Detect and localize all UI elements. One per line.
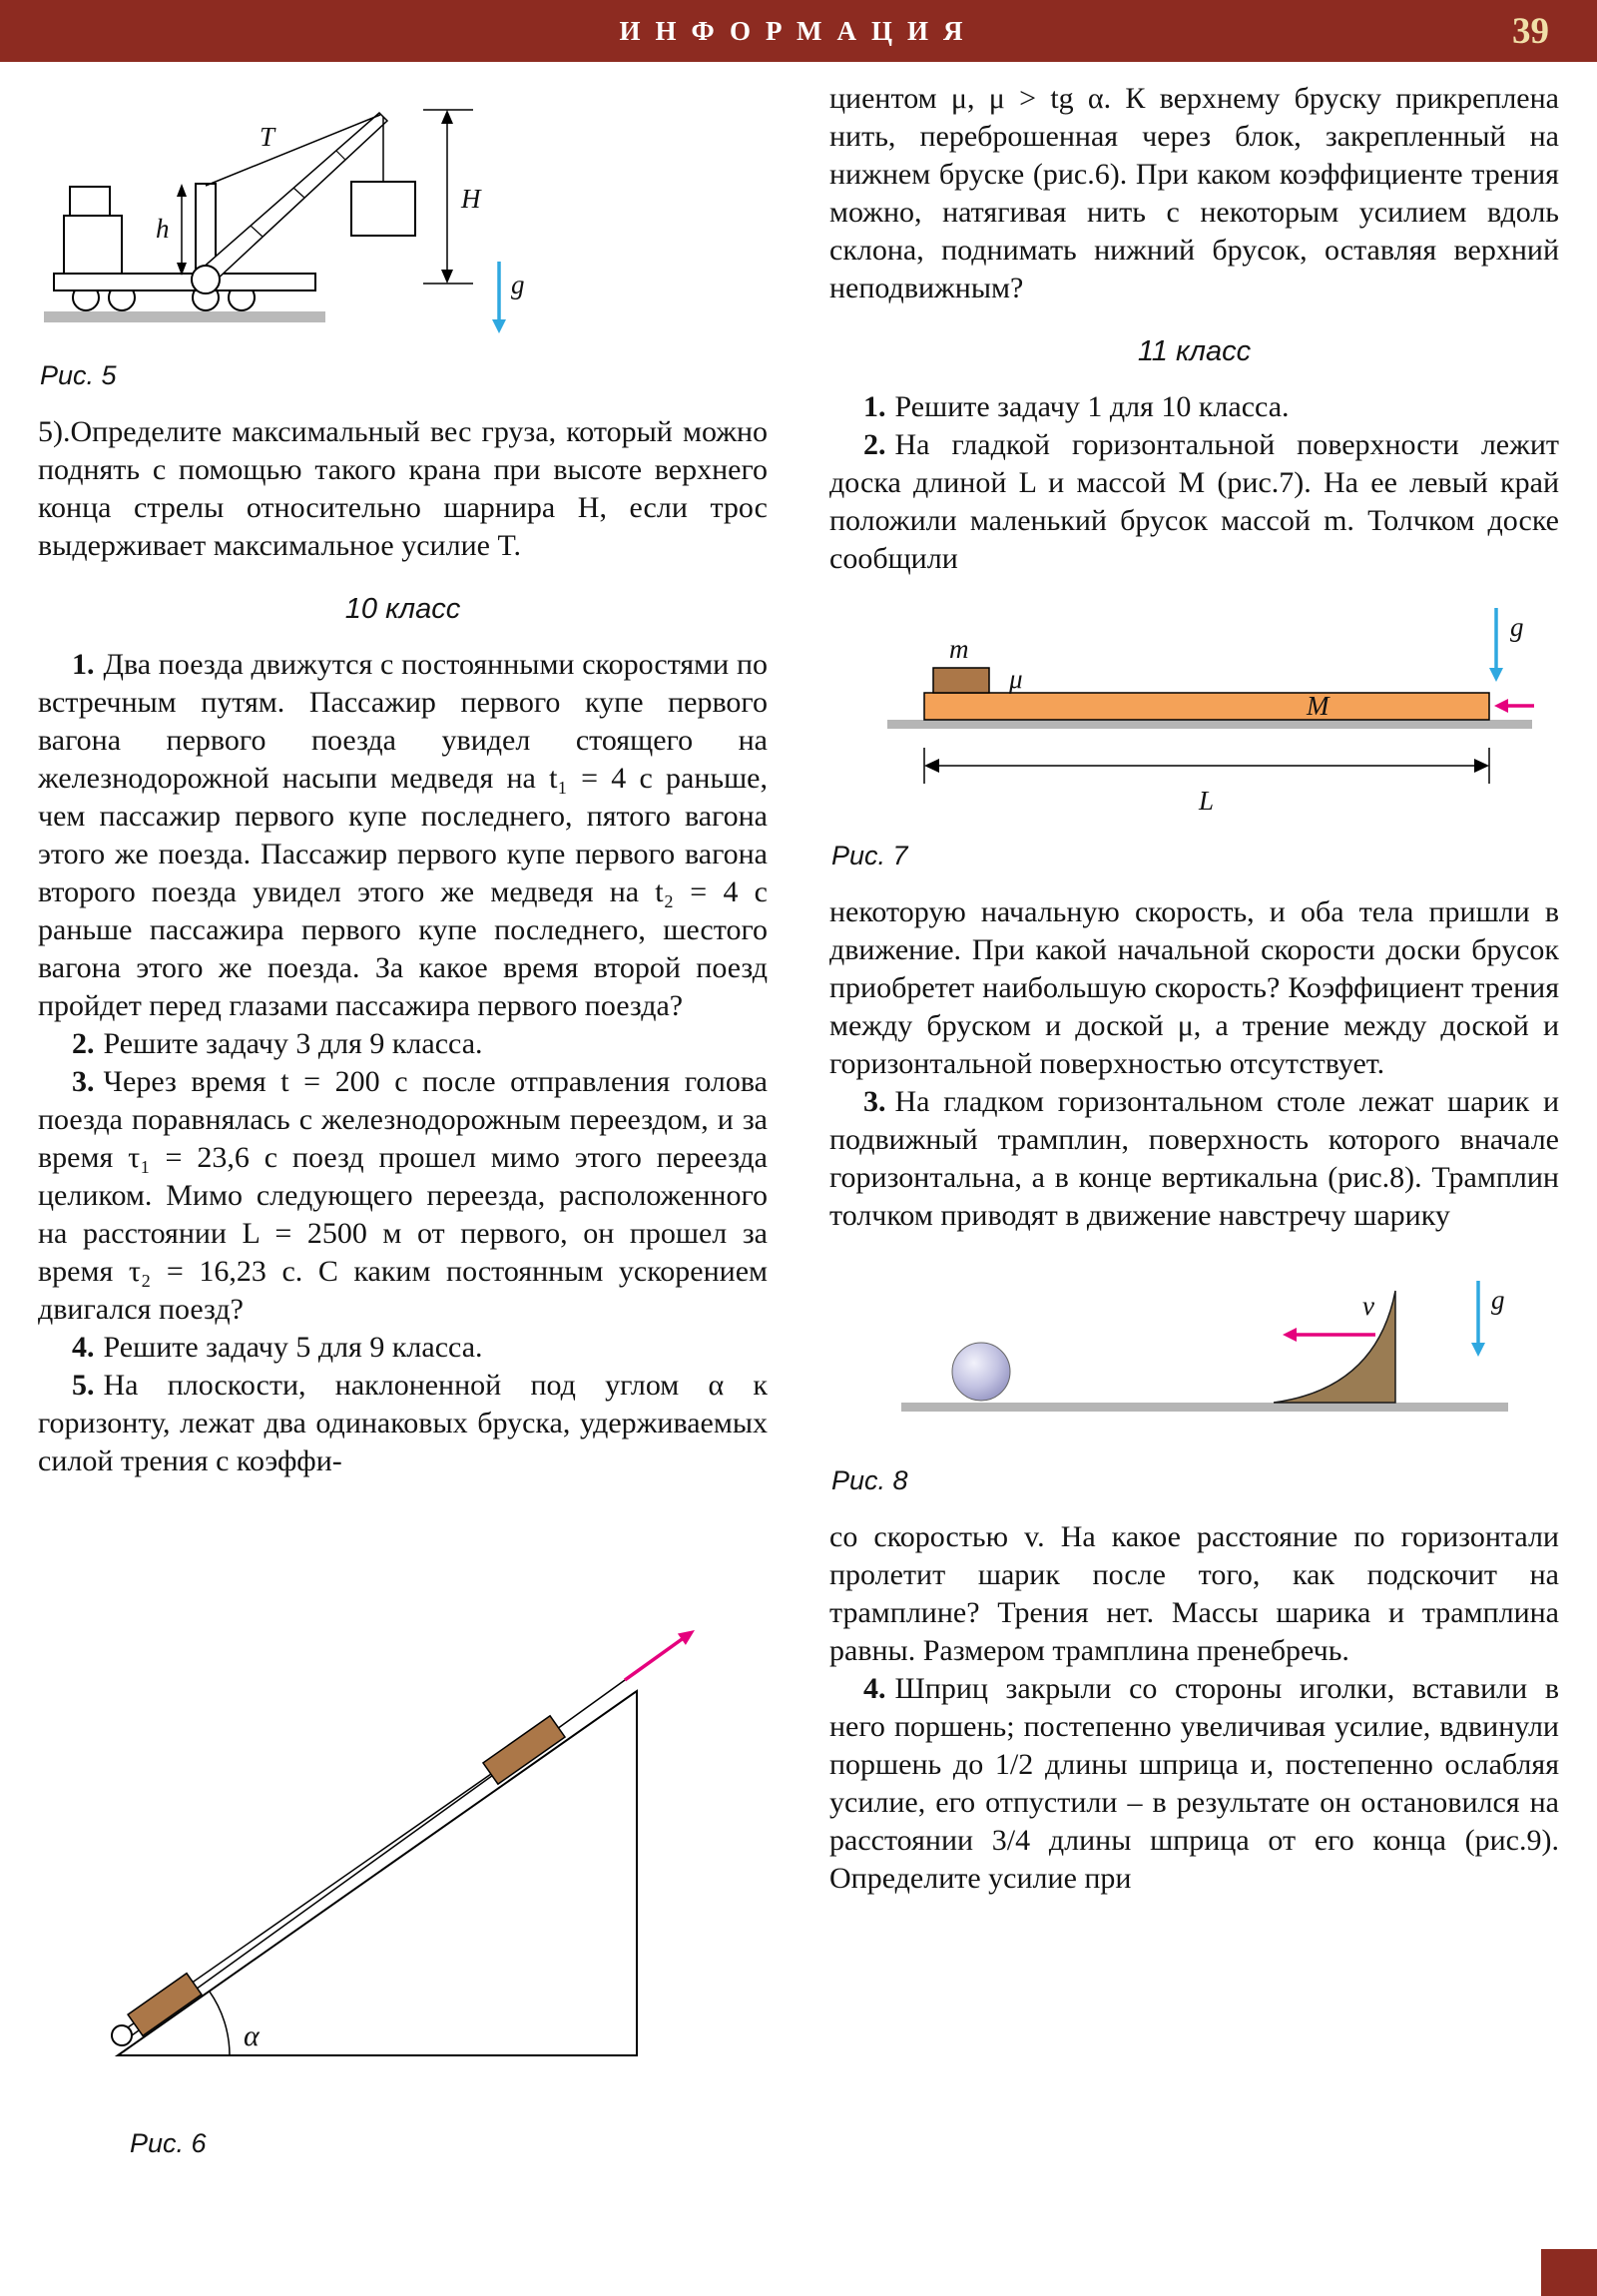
page-header-title: ИНФОРМАЦИЯ	[619, 15, 978, 46]
gravity-arrowhead	[1489, 668, 1503, 682]
label-g: g	[1491, 1285, 1505, 1315]
ground-bar	[901, 1403, 1508, 1412]
figure-6-incline	[38, 1496, 768, 2120]
crane-cab	[64, 216, 122, 274]
problem-text: Решите задачу 3 для 9 класса.	[103, 1027, 483, 1060]
problem-paragraph	[829, 1670, 1559, 1898]
crane-diagram	[38, 86, 577, 347]
L-arrowhead	[1474, 759, 1489, 773]
page-header	[0, 0, 1597, 62]
label-T: T	[260, 122, 275, 152]
problem-number: 2.	[863, 428, 886, 461]
problem-number: 1.	[72, 648, 95, 681]
label-v: v	[1362, 1291, 1374, 1321]
problem-paragraph	[829, 1083, 1559, 1235]
problem-text: Шприц закрыли со стороны иголки, вставили в него поршень; постепенно увеличивая усилие, вдвинули поршень до 1/2 длины шприца и, постепенно ослабляя усилие, его отпустили – в результате он остановился на расстоянии 3/4 длины шприца от его конца (рис.9). Определите усилие при	[829, 1672, 1559, 1895]
figure-5-crane	[38, 86, 768, 352]
problem-paragraph	[38, 1329, 768, 1367]
label-g: g	[1510, 612, 1524, 642]
ramp	[1274, 1291, 1395, 1403]
problem-text: На гладкой горизонтальной поверхности лежит доска длиной L и массой M (рис.7). На ее левый край положили маленький брусок массой m. Толчком доске сообщили	[829, 428, 1559, 575]
continuation-text: со скоростью v. На какое расстояние по горизонтали пролетит шарик после того, как подскочит на трамплине? Трения нет. Массы шарика и трамплина равны. Размером трамплина пренебречь.	[829, 1520, 1559, 1667]
gravity-arrowhead	[1471, 1343, 1485, 1357]
problem-paragraph	[38, 1063, 768, 1329]
load-box	[351, 182, 415, 236]
ball	[952, 1343, 1010, 1401]
pull-force-arrow	[625, 1637, 685, 1680]
label-H: H	[461, 184, 481, 214]
label-alpha: α	[244, 2019, 260, 2052]
velocity-arrowhead	[1283, 1328, 1297, 1342]
problem-paragraph	[38, 646, 768, 1025]
figure-7-caption: Рис. 7	[831, 841, 908, 870]
problem-paragraph	[829, 426, 1559, 578]
gravity-arrowhead	[492, 319, 506, 333]
incline-diagram	[38, 1496, 737, 2115]
problem-paragraph	[38, 1367, 768, 1480]
problem-number: 2.	[72, 1027, 95, 1060]
ball-ramp-diagram	[829, 1253, 1558, 1452]
problem-number: 4.	[863, 1672, 886, 1705]
label-m: m	[949, 634, 969, 664]
problem-paragraph	[829, 388, 1559, 426]
crane-cab-top	[70, 187, 110, 216]
figure-5-caption: Рис. 5	[40, 360, 117, 390]
section-heading-grade-11: 11 класс	[1137, 335, 1252, 367]
figure-8-caption: Рис. 8	[831, 1465, 908, 1495]
problem-number: 3.	[72, 1065, 95, 1098]
problem-text: Два поезда движутся с постоянными скоростями по встречным путям. Пассажир первого купе первого вагона первого поезда увидел стоящего на железнодорожной насыпи медведя на t₁ = 4 с раньше, чем пассажир первого купе последнего, пятого вагона этого же поезда. Пассажир первого купе первого вагона второго поезда увидел этого же медведя на t₂ = 4 с раньше пассажира первого купе последнего, шестого вагона этого же поезда. За какое время второй поезд пройдет перед глазами пассажира первого поезда?	[38, 648, 768, 1022]
intro-paragraph	[38, 413, 768, 565]
left-column	[38, 80, 768, 2181]
problem-number: 5.	[72, 1369, 95, 1402]
board-diagram	[829, 596, 1558, 828]
page-number: 39	[1512, 11, 1549, 52]
figure-7-board	[829, 596, 1559, 833]
problem-text: Решите задачу 5 для 9 класса.	[103, 1331, 483, 1364]
ground-bar	[887, 720, 1532, 729]
page-corner-mark	[1541, 2249, 1597, 2296]
problem-text: Решите задачу 1 для 10 класса.	[894, 390, 1290, 423]
pulley-icon	[112, 2025, 132, 2045]
problem-text: Через время t = 200 с после отправления голова поезда поравнялась с железнодорожным переездом, и за время τ₁ = 23,6 с поезд прошел мимо этого переезда целиком. Мимо следующего переезда, расположенного на расстоянии L = 2500 м от первого, он прошел за время τ₂ = 16,23 с. С каким постоянным ускорением двигался поезд?	[38, 1065, 768, 1326]
continuation-paragraph	[829, 80, 1559, 307]
problem-number: 3.	[863, 1085, 886, 1118]
figure-8-ball-ramp	[829, 1253, 1559, 1457]
section-heading-grade-10: 10 класс	[344, 593, 461, 625]
problem-number: 4.	[72, 1331, 95, 1364]
continuation-text: циентом μ, μ > tg α. К верхнему бруску прикреплена нить, переброшенная через блок, закрепленный на нижнем бруске (рис.6). При каком коэффициенте трения можно, натягивая нить с некоторым усилием вдоль склона, поднимать нижний брусок, оставляя верхний неподвижным?	[829, 82, 1559, 304]
intro-text: 5).Определите максимальный вес груза, который можно поднять с помощью такого крана при высоте верхнего конца стрелы относительно шарнира H, если трос выдерживает максимальное усилие T.	[38, 415, 768, 562]
ground-bar	[44, 311, 325, 322]
H-arrowhead	[441, 270, 453, 284]
label-L: L	[1199, 786, 1215, 816]
label-h: h	[156, 214, 170, 244]
label-M: M	[1307, 691, 1330, 721]
continuation-text: некоторую начальную скорость, и оба тела пришли в движение. При какой начальной скорости доски брусок приобретет наибольшую скорость? Коэффициент трения между бруском и доской μ, а трение между доской и горизонтальной поверхностью отсутствует.	[829, 895, 1559, 1080]
continuation-paragraph	[829, 893, 1559, 1083]
figure-6-caption: Рис. 6	[130, 2128, 207, 2158]
problem-text: На плоскости, наклоненной под углом α к горизонту, лежат два одинаковых бруска, удерживаемых силой трения с коэффи-	[38, 1369, 768, 1477]
problem-text: На гладком горизонтальном столе лежат шарик и подвижный трамплин, поверхность которого вначале горизонтальна, а в конце вертикальна (рис.8). Трамплин толчком приводят в движение навстречу шарику	[829, 1085, 1559, 1232]
block-m	[933, 668, 989, 693]
problem-paragraph	[38, 1025, 768, 1063]
crane-pivot	[192, 266, 220, 293]
board-M	[924, 693, 1489, 720]
label-mu: μ	[1009, 664, 1023, 694]
two-column-layout	[38, 80, 1559, 2181]
pull-force-arrowhead	[678, 1630, 695, 1645]
label-g: g	[511, 270, 525, 299]
right-column	[829, 80, 1559, 2181]
incline-triangle	[118, 1691, 637, 2055]
crane-platform	[54, 274, 315, 290]
push-arrowhead	[1494, 699, 1508, 713]
problem-number: 1.	[863, 390, 886, 423]
continuation-paragraph	[829, 1518, 1559, 1670]
